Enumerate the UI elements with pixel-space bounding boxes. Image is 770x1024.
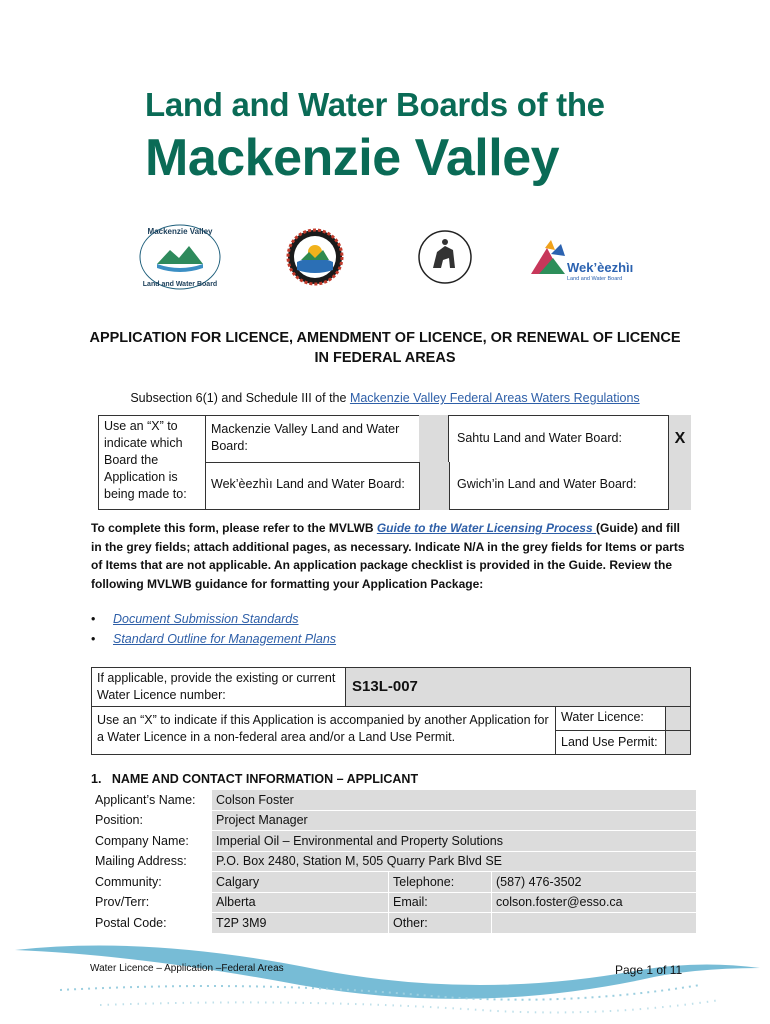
- wlwb-logo-text: Wek’èezhìı: [567, 260, 634, 275]
- wlwb-label: Wek’èezhìı Land and Water Board:: [211, 477, 405, 491]
- mailing-address-label: Mailing Address:: [95, 854, 187, 869]
- prov-terr-label: Prov/Terr:: [95, 895, 150, 910]
- telephone-field[interactable]: (587) 476-3502: [492, 872, 697, 893]
- sahtu-label: Sahtu Land and Water Board:: [457, 431, 622, 445]
- footer-wave: [0, 930, 770, 1024]
- bullet-icon: •: [91, 632, 96, 646]
- mvlwb-checkbox[interactable]: [419, 415, 449, 463]
- position-field[interactable]: Project Manager: [212, 810, 697, 831]
- header-title-line1: Land and Water Boards of the: [145, 86, 605, 123]
- subsection-prefix: Subsection 6(1) and Schedule III of the: [130, 391, 350, 405]
- community-label: Community:: [95, 874, 162, 889]
- other-label: Other:: [389, 913, 492, 934]
- applicant-name-field[interactable]: Colson Foster: [212, 790, 697, 811]
- wlwb-logo-subtext: Land and Water Board: [567, 276, 623, 282]
- sahtu-checkbox[interactable]: X: [668, 415, 691, 463]
- existing-licence-value[interactable]: S13L-007: [345, 668, 690, 706]
- bullet-icon: •: [91, 612, 96, 626]
- sahtu-land-and-water-board-logo: [285, 222, 345, 292]
- licence-divider: [91, 706, 691, 707]
- footer-document-name: Water Licence – Application –Federal Areas: [90, 963, 284, 974]
- company-field[interactable]: Imperial Oil – Environmental and Property Solutions: [212, 831, 697, 852]
- wlwb-checkbox[interactable]: [419, 462, 450, 510]
- prov-terr-field[interactable]: Alberta: [212, 892, 389, 913]
- land-use-permit-label: Land Use Permit:: [561, 735, 658, 749]
- existing-licence-label: If applicable, provide the existing or current Water Licence number:: [97, 671, 336, 702]
- gwichin-land-and-water-board-logo: [415, 222, 475, 292]
- mvlwb-logo-text-bottom: Land and Water Board: [142, 281, 218, 288]
- section1-heading: [91, 772, 418, 786]
- intro-part1: To complete this form, please refer to the MVLWB: [91, 521, 377, 535]
- land-use-permit-checkbox[interactable]: [665, 731, 690, 754]
- intro-paragraph: [91, 519, 691, 593]
- list-item: [91, 632, 336, 652]
- board-instruction: Use an “X” to indicate which Board the Application is being made to:: [104, 419, 187, 501]
- header-title-line2: Mackenzie Valley: [145, 129, 560, 187]
- standard-outline-link[interactable]: Standard Outline for Management Plans: [113, 632, 337, 646]
- wekeezhii-land-and-water-board-logo: [525, 222, 640, 292]
- email-label: Email:: [389, 892, 492, 913]
- intro-part2: (Guide) and fill in the grey fields; attach additional pages, as necessary. Indicate N/A in the grey fields for Items or parts of Items that are not applicable. An application package checklist is provided in the Guide. Review the following MVLWB guidance for formatting your Application Package:: [91, 521, 685, 591]
- mvlwb-label: Mackenzie Valley Land and Water Board:: [211, 422, 400, 453]
- mailing-address-field[interactable]: P.O. Box 2480, Station M, 505 Quarry Park Blvd SE: [212, 851, 697, 872]
- applicant-name-label: Applicant’s Name:: [95, 792, 196, 807]
- list-item: [91, 612, 336, 632]
- accompanied-label: Use an “X” to indicate if this Application is accompanied by another Application for a Water Licence in a non-federal area and/or a Land Use Permit.: [97, 713, 549, 744]
- board-divider-left: [205, 462, 206, 510]
- community-field[interactable]: Calgary: [212, 872, 389, 893]
- section1-number: 1.: [91, 772, 102, 786]
- guidance-list: [91, 612, 336, 652]
- gwichin-label: Gwich’in Land and Water Board:: [457, 477, 637, 491]
- document-submission-standards-link[interactable]: Document Submission Standards: [113, 612, 299, 626]
- subsection-reference: [60, 391, 710, 405]
- postal-code-label: Postal Code:: [95, 915, 167, 930]
- position-label: Position:: [95, 813, 143, 828]
- document-title-line1: APPLICATION FOR LICENCE, AMENDMENT OF LICENCE, OR RENEWAL OF LICENCE: [89, 330, 681, 346]
- applicant-contact-table: [91, 789, 697, 934]
- postal-code-field[interactable]: T2P 3M9: [212, 913, 389, 934]
- water-licence-checkbox[interactable]: [665, 707, 690, 730]
- email-field[interactable]: colson.foster@esso.ca: [492, 892, 697, 913]
- regulations-link[interactable]: Mackenzie Valley Federal Areas Waters Regulations: [349, 391, 640, 405]
- mackenzie-valley-land-and-water-board-logo: [135, 222, 225, 292]
- section1-title: NAME AND CONTACT INFORMATION – APPLICANT: [111, 772, 419, 786]
- telephone-label: Telephone:: [389, 872, 492, 893]
- guide-link[interactable]: Guide to the Water Licensing Process: [376, 521, 596, 535]
- company-label: Company Name:: [95, 833, 189, 848]
- page-number: Page 1 of 11: [615, 963, 683, 977]
- water-licence-label: Water Licence:: [561, 710, 644, 724]
- mvlwb-logo-text-top: Mackenzie Valley: [147, 227, 213, 236]
- document-title: [60, 328, 710, 368]
- document-title-line2: IN FEDERAL AREAS: [314, 350, 456, 366]
- gwichin-checkbox[interactable]: [668, 462, 691, 510]
